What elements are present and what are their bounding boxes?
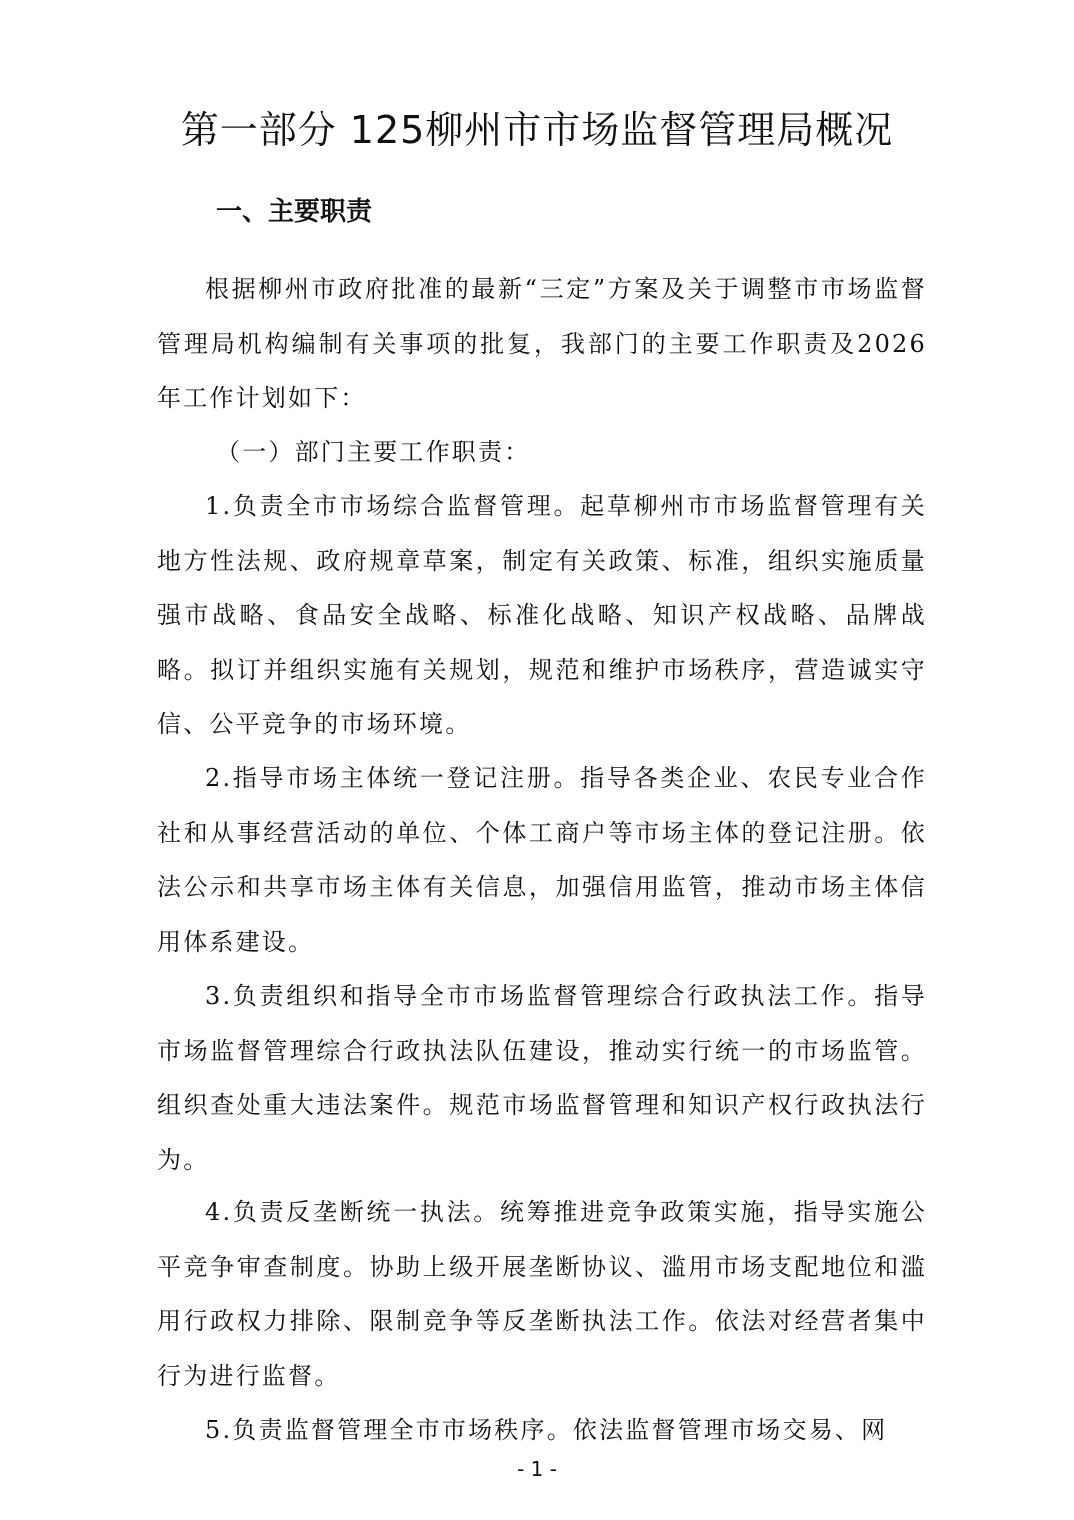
section-heading-main-duties: 一、主要职责 [216,197,373,227]
duty-paragraph-4: 4.负责反垄断统一执法。统筹推进竞争政策实施，指导实施公平竞争审查制度。协助上级开展垄断协议、滥用市场支配地位和滥用行政权力排除、限制竞争等反垄断执法工作。依法对经营者集中行为进行监督。 [157,1198,927,1390]
duty-paragraph-5: 5.负责监督管理全市市场秩序。依法监督管理市场交易、网 [205,1416,888,1444]
duty-paragraph-1: 1.负责全市市场综合监督管理。起草柳州市市场监督管理有关地方性法规、政府规章草案，制定有关政策、标准，组织实施质量强市战略、食品安全战略、标准化战略、知识产权战略、品牌战略。拟订并组织实施有关规划，规范和维护市场秩序，营造诚实守信、公平竞争的市场环境。 [157,492,927,738]
intro-paragraph: 根据柳州市政府批准的最新“三定”方案及关于调整市市场监督管理局机构编制有关事项的批复，我部门的主要工作职责及2026年工作计划如下： [157,275,927,412]
duty-paragraph-3: 3.负责组织和指导全市市场监督管理综合行政执法工作。指导市场监督管理综合行政执法队伍建设，推动实行统一的市场监管。组织查处重大违法案件。规范市场监督管理和知识产权行政执法行为。 [157,982,927,1174]
document-title: 第一部分 125柳州市市场监督管理局概况 [180,108,894,152]
duty-paragraph-2: 2.指导市场主体统一登记注册。指导各类企业、农民专业合作社和从事经营活动的单位、个体工商户等市场主体的登记注册。依法公示和共享市场主体有关信息，加强信用监管，推动市场主体信用体系建设。 [157,764,927,956]
sub-heading-duties: （一）部门主要工作职责： [216,438,531,466]
page-number: - 1 - [517,1457,557,1481]
